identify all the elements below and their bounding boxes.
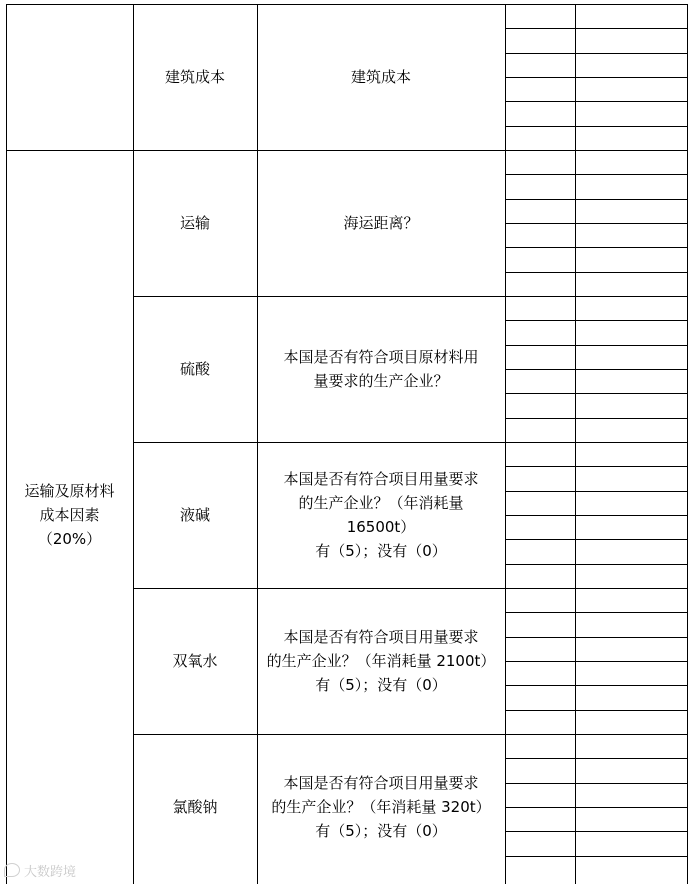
score-subrow-line — [505, 564, 688, 565]
score-subrow-line — [505, 320, 688, 321]
table-top-border — [6, 4, 688, 5]
score-subrow-line — [505, 515, 688, 516]
item-cell: 双氧水 — [172, 652, 218, 670]
score-subrow-line — [505, 28, 688, 29]
row-separator — [133, 734, 688, 735]
question-cell: 本国是否有符合项目原材料用 量要求的生产企业？ — [283, 348, 479, 390]
score-subrow-line — [505, 491, 688, 492]
group-separator — [6, 150, 688, 151]
score-subrow-line — [505, 783, 688, 784]
score-subrow-line — [505, 661, 688, 662]
question-cell: 本国是否有符合项目用量要求 的生产企业？（年消耗量 2100t） 有（5）；没有（0） — [266, 628, 496, 694]
item-cell: 建筑成本 — [164, 68, 225, 86]
score-subrow-line — [505, 807, 688, 808]
column-border-4 — [575, 4, 576, 884]
item-cell: 运输 — [179, 214, 210, 232]
watermark-logo-icon — [4, 863, 20, 877]
row-separator — [133, 442, 688, 443]
column-border-5 — [687, 4, 688, 884]
question-cell: 本国是否有符合项目用量要求 的生产企业？（年消耗量 320t） 有（5）；没有（0） — [271, 774, 491, 840]
score-subrow-line — [505, 637, 688, 638]
column-border-1 — [133, 4, 134, 884]
row-separator — [133, 296, 688, 297]
item-cell: 液碱 — [179, 506, 210, 524]
score-subrow-line — [505, 393, 688, 394]
score-subrow-line — [505, 272, 688, 273]
score-subrow-line — [505, 856, 688, 857]
score-subrow-line — [505, 101, 688, 102]
score-subrow-line — [505, 223, 688, 224]
score-subrow-line — [505, 199, 688, 200]
score-subrow-line — [505, 685, 688, 686]
category-cell: 运输及原材料 成本因素 （20%） — [24, 482, 115, 548]
score-subrow-line — [505, 539, 688, 540]
score-subrow-line — [505, 418, 688, 419]
watermark — [4, 861, 76, 880]
score-subrow-line — [505, 612, 688, 613]
row-separator — [133, 588, 688, 589]
column-border-3 — [505, 4, 506, 884]
score-subrow-line — [505, 126, 688, 127]
watermark-text: 大数跨境 — [24, 865, 77, 880]
item-cell: 硫酸 — [179, 360, 210, 378]
question-cell: 本国是否有符合项目用量要求 的生产企业？（年消耗量 16500t） 有（5）；没有（0） — [283, 470, 479, 560]
score-subrow-line — [505, 77, 688, 78]
score-subrow-line — [505, 466, 688, 467]
score-subrow-line — [505, 53, 688, 54]
question-cell: 海运距离？ — [343, 214, 419, 232]
score-subrow-line — [505, 345, 688, 346]
column-border-0 — [6, 4, 7, 884]
score-subrow-line — [505, 247, 688, 248]
score-subrow-line — [505, 174, 688, 175]
question-cell: 建筑成本 — [350, 68, 411, 86]
score-subrow-line — [505, 831, 688, 832]
score-subrow-line — [505, 369, 688, 370]
score-subrow-line — [505, 710, 688, 711]
score-subrow-line — [505, 758, 688, 759]
item-cell: 氯酸钠 — [172, 798, 218, 816]
column-border-2 — [257, 4, 258, 884]
